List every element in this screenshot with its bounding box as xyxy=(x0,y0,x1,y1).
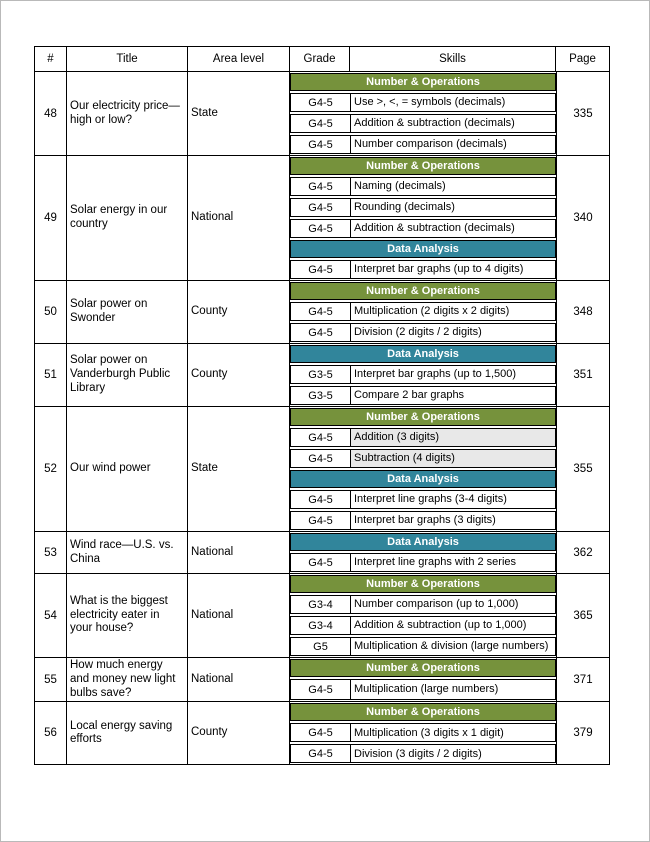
skill-cell: Interpret bar graphs (up to 1,500) xyxy=(354,368,517,381)
category-band: Number & Operations xyxy=(290,575,556,593)
table-row xyxy=(35,406,609,531)
skill-row xyxy=(290,723,556,742)
skill-row xyxy=(290,553,556,572)
skills-column xyxy=(290,156,557,280)
table-row xyxy=(35,280,609,343)
skill-cell: Use >, <, = symbols (decimals) xyxy=(354,96,506,109)
table-row xyxy=(35,573,609,657)
row-number-cell: 53 xyxy=(35,532,67,573)
skill-row xyxy=(290,302,556,321)
title-cell: What is the biggest electricity eater in your house? xyxy=(67,574,188,657)
grade-cell: G4-5 xyxy=(291,554,351,571)
column-header-grade: Grade xyxy=(290,47,350,71)
area-level-cell: National xyxy=(188,156,290,280)
column-header-area-level: Area level xyxy=(188,47,290,71)
category-band: Number & Operations xyxy=(290,703,556,721)
skill-row xyxy=(290,260,556,279)
area-level-cell: National xyxy=(188,658,290,701)
skill-row xyxy=(290,449,556,468)
skill-row xyxy=(290,386,556,405)
skills-column xyxy=(290,281,557,343)
skill-row xyxy=(290,744,556,763)
category-band: Data Analysis xyxy=(290,470,556,488)
category-band: Data Analysis xyxy=(290,345,556,363)
skill-cell: Interpret line graphs (3-4 digits) xyxy=(354,493,507,506)
page-cell: 340 xyxy=(573,212,593,224)
title-cell: Wind race—U.S. vs. China xyxy=(67,532,188,573)
skill-cell: Multiplication (3 digits x 1 digit) xyxy=(354,726,504,739)
skill-cell: Interpret bar graphs (3 digits) xyxy=(354,514,496,527)
title-cell: How much energy and money new light bulbs save? xyxy=(67,658,188,701)
table-row xyxy=(35,343,609,406)
title-cell: Local energy saving efforts xyxy=(67,702,188,764)
grade-cell: G4-5 xyxy=(291,178,351,195)
skill-cell: Interpret line graphs with 2 series xyxy=(354,556,517,569)
area-level-cell: County xyxy=(188,281,290,343)
table-row xyxy=(35,657,609,701)
skill-row xyxy=(290,595,556,614)
skill-cell: Addition (3 digits) xyxy=(351,429,555,446)
grade-cell: G4-5 xyxy=(291,745,351,762)
skill-row xyxy=(290,135,556,154)
grade-cell: G5 xyxy=(291,638,351,655)
grade-cell: G4-5 xyxy=(291,724,351,741)
skill-row xyxy=(290,490,556,509)
title-cell: Our wind power xyxy=(67,407,188,531)
skill-row xyxy=(290,679,556,700)
area-level-cell: National xyxy=(188,574,290,657)
skills-table xyxy=(34,46,610,765)
page-cell: 371 xyxy=(573,673,593,686)
skill-cell: Addition & subtraction (decimals) xyxy=(354,222,515,235)
category-band: Data Analysis xyxy=(290,533,556,551)
column-header-skills: Skills xyxy=(350,47,556,71)
area-level-cell: State xyxy=(188,407,290,531)
row-number-cell: 48 xyxy=(35,72,67,155)
skill-cell: Division (3 digits / 2 digits) xyxy=(354,747,482,760)
skill-row xyxy=(290,323,556,342)
grade-cell: G4-5 xyxy=(291,261,351,278)
page-cell: 351 xyxy=(573,369,593,381)
grade-cell: G4-5 xyxy=(291,491,351,508)
category-band: Number & Operations xyxy=(290,408,556,426)
row-number-cell: 49 xyxy=(35,156,67,280)
skill-cell: Interpret bar graphs (up to 4 digits) xyxy=(354,263,524,276)
title-cell: Solar energy in our country xyxy=(67,156,188,280)
grade-cell: G3-5 xyxy=(291,366,351,383)
column-header-num: # xyxy=(35,47,67,71)
table-row xyxy=(35,701,609,764)
grade-cell: G4-5 xyxy=(291,324,351,341)
page-cell: 379 xyxy=(573,727,593,740)
area-level-cell: National xyxy=(188,532,290,573)
grade-cell: G4-5 xyxy=(291,512,351,529)
title-cell: Our electricity price—high or low? xyxy=(67,72,188,155)
grade-cell: G4-5 xyxy=(291,220,351,237)
category-band: Number & Operations xyxy=(290,659,556,677)
skill-cell: Number comparison (up to 1,000) xyxy=(354,598,519,611)
grade-cell: G4-5 xyxy=(291,429,351,446)
page-cell: 335 xyxy=(573,107,593,120)
grade-cell: G3-5 xyxy=(291,387,351,404)
grade-cell: G4-5 xyxy=(291,115,351,132)
page-cell: 365 xyxy=(573,609,593,622)
skill-cell: Multiplication (large numbers) xyxy=(354,683,499,696)
skill-cell: Naming (decimals) xyxy=(354,180,446,193)
skills-column xyxy=(290,658,557,701)
page-cell: 348 xyxy=(573,306,593,318)
table-row xyxy=(35,531,609,573)
category-band: Number & Operations xyxy=(290,73,556,91)
skills-column xyxy=(290,72,557,155)
page-cell: 362 xyxy=(573,546,593,559)
row-number-cell: 55 xyxy=(35,658,67,701)
area-level-cell: State xyxy=(188,72,290,155)
skill-cell: Addition & subtraction (decimals) xyxy=(354,117,515,130)
table-row xyxy=(35,71,609,155)
row-number-cell: 52 xyxy=(35,407,67,531)
category-band: Data Analysis xyxy=(290,240,556,258)
skill-row xyxy=(290,365,556,384)
row-number-cell: 54 xyxy=(35,574,67,657)
row-number-cell: 56 xyxy=(35,702,67,764)
skill-row xyxy=(290,198,556,217)
skill-row xyxy=(290,93,556,112)
skills-column xyxy=(290,574,557,657)
area-level-cell: County xyxy=(188,702,290,764)
category-band: Number & Operations xyxy=(290,157,556,175)
column-header-page: Page xyxy=(569,53,596,65)
column-header-title: Title xyxy=(67,47,188,71)
row-number-cell: 51 xyxy=(35,344,67,406)
skill-cell: Compare 2 bar graphs xyxy=(354,389,465,402)
skill-row xyxy=(290,616,556,635)
skill-row xyxy=(290,511,556,530)
title-cell: Solar power on Vanderburgh Public Library xyxy=(67,344,188,406)
row-number-cell: 50 xyxy=(35,281,67,343)
skill-row xyxy=(290,219,556,238)
skill-cell: Rounding (decimals) xyxy=(354,201,455,214)
skill-cell: Number comparison (decimals) xyxy=(354,138,507,151)
skill-row xyxy=(290,428,556,447)
category-band: Number & Operations xyxy=(290,282,556,300)
skill-cell: Multiplication (2 digits x 2 digits) xyxy=(354,305,510,318)
grade-cell: G3-4 xyxy=(291,617,351,634)
skills-column xyxy=(290,702,557,764)
skill-row xyxy=(290,177,556,196)
skill-cell: Subtraction (4 digits) xyxy=(351,450,555,467)
skill-cell: Multiplication & division (large numbers) xyxy=(354,640,549,653)
grade-cell: G4-5 xyxy=(291,450,351,467)
skill-row xyxy=(290,637,556,656)
skill-row xyxy=(290,114,556,133)
title-cell: Solar power on Swonder xyxy=(67,281,188,343)
grade-cell: G4-5 xyxy=(291,680,351,699)
table-row xyxy=(35,155,609,280)
skills-column xyxy=(290,407,557,531)
skills-column xyxy=(290,344,557,406)
grade-cell: G4-5 xyxy=(291,199,351,216)
grade-cell: G4-5 xyxy=(291,94,351,111)
skill-cell: Addition & subtraction (up to 1,000) xyxy=(354,619,527,632)
table-header-row xyxy=(35,47,609,71)
page-cell: 355 xyxy=(573,463,593,475)
grade-cell: G4-5 xyxy=(291,136,351,153)
grade-cell: G4-5 xyxy=(291,303,351,320)
grade-cell: G3-4 xyxy=(291,596,351,613)
skills-column xyxy=(290,532,557,573)
skill-cell: Division (2 digits / 2 digits) xyxy=(354,326,482,339)
area-level-cell: County xyxy=(188,344,290,406)
